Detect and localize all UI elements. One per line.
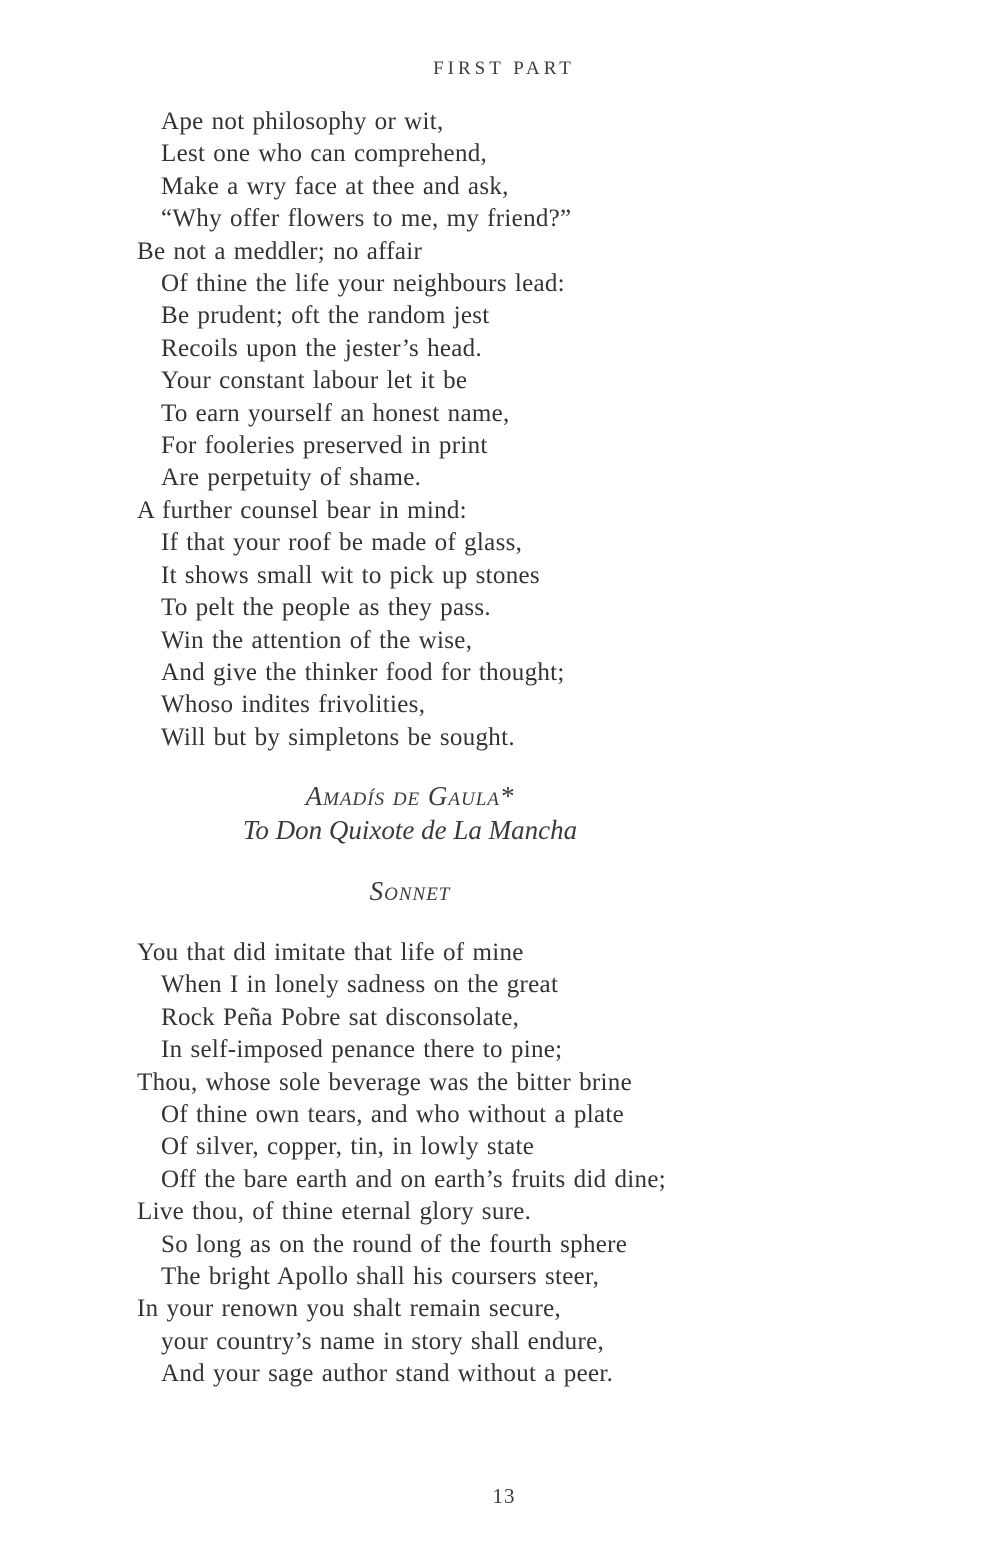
sonnet-poem	[137, 937, 757, 1391]
verse-line: Ape not philosophy or wit,	[161, 108, 444, 135]
verse-line: Thou, whose sole beverage was the bitter brine	[137, 1068, 632, 1096]
verse-line: Recoils upon the jester’s head.	[161, 334, 483, 362]
verse-line: Whoso indites frivolities,	[161, 691, 426, 719]
attribution-dedication: To Don Quixote de La Mancha	[242, 815, 578, 845]
attribution-author: Amadís de Gaula*	[305, 781, 515, 811]
verse-line: Of silver, copper, tin, in lowly state	[161, 1133, 535, 1161]
verse-line: “Why offer flowers to me, my friend?”	[161, 205, 572, 233]
verse-line: You that did imitate that life of mine	[137, 939, 524, 966]
verse-line: Live thou, of thine eternal glory sure.	[137, 1198, 532, 1226]
attribution-block	[137, 781, 683, 847]
verse-line: Be not a meddler; no affair	[137, 237, 423, 265]
verse-line: And your sage author stand without a peer.	[161, 1360, 614, 1388]
verse-line: your country’s name in story shall endure,	[161, 1327, 605, 1355]
verse-poem	[137, 106, 757, 754]
verse-line: So long as on the round of the fourth sphere	[161, 1230, 628, 1258]
verse-line: A further counsel bear in mind:	[137, 496, 467, 524]
page-number: 13	[492, 1484, 516, 1508]
verse-line: Your constant labour let it be	[161, 367, 468, 395]
verse-line: Off the bare earth and on earth’s fruits did dine;	[161, 1165, 666, 1193]
verse-line: If that your roof be made of glass,	[161, 529, 523, 557]
verse-line: And give the thinker food for thought;	[161, 658, 565, 686]
verse-line: Of thine the life your neighbours lead:	[161, 270, 565, 298]
verse-line: In self-imposed penance there to pine;	[161, 1036, 563, 1064]
verse-line: In your renown you shalt remain secure,	[137, 1295, 562, 1323]
verse-line: To earn yourself an honest name,	[161, 399, 510, 427]
verse-line: To pelt the people as they pass.	[161, 594, 491, 622]
verse-line: The bright Apollo shall his coursers steer,	[161, 1263, 600, 1291]
verse-line: For fooleries preserved in print	[161, 432, 488, 460]
verse-line: Be prudent; oft the random jest	[161, 302, 490, 330]
running-head: FIRST PART	[433, 58, 575, 79]
verse-line: Will but by simpletons be sought.	[161, 723, 515, 751]
sonnet-title: Sonnet	[369, 876, 451, 906]
verse-line: When I in lonely sadness on the great	[161, 971, 559, 999]
verse-line: Are perpetuity of shame.	[161, 464, 422, 492]
verse-line: Make a wry face at thee and ask,	[161, 172, 509, 200]
verse-line: It shows small wit to pick up stones	[161, 561, 540, 589]
verse-line: Rock Peña Pobre sat disconsolate,	[161, 1003, 520, 1031]
verse-line: Win the attention of the wise,	[161, 626, 473, 654]
verse-line: Of thine own tears, and who without a plate	[161, 1101, 624, 1129]
verse-line: Lest one who can comprehend,	[161, 140, 488, 168]
